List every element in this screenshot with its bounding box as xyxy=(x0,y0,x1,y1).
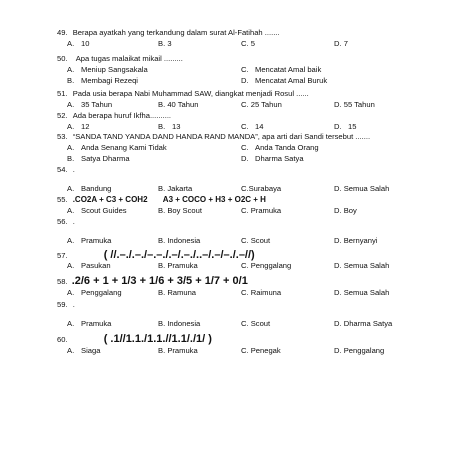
option-text: Membagi Rezeqi xyxy=(81,76,138,85)
option-letter: A. xyxy=(67,65,75,74)
option-letter: A. xyxy=(67,288,75,297)
question-58 xyxy=(57,276,248,287)
option-text: Pramuka xyxy=(250,206,282,215)
option-text: Penggalang xyxy=(81,288,122,297)
option-letter: D. xyxy=(334,261,342,270)
option-letter: D. xyxy=(334,319,342,328)
option-letter: A. xyxy=(67,206,75,215)
option-letter: B. xyxy=(158,100,166,109)
option-text: Jakarta xyxy=(167,184,193,193)
option-letter: D. xyxy=(334,206,342,215)
option-text: Pramuka xyxy=(81,319,112,328)
option-text: Boy Scout xyxy=(167,206,202,215)
option-text: Semua Salah xyxy=(343,288,390,297)
question-number: 60. xyxy=(57,335,68,344)
option-letter: B. xyxy=(67,76,75,85)
question-text: .2/6 + 1 + 1/3 + 1/6 + 3/5 + 1/7 + 0/1 xyxy=(71,275,248,287)
question-text: Berapa ayatkah yang terkandung dalam surat Al-Fatihah ....... xyxy=(72,28,280,37)
question-55 xyxy=(57,195,266,205)
question-50 xyxy=(57,54,183,64)
option-letter: C. xyxy=(241,184,249,193)
option-text: Pramuka xyxy=(167,346,198,355)
question-number: 49. xyxy=(57,28,68,37)
option-text: Surabaya xyxy=(248,184,282,193)
option-letter: C. xyxy=(241,206,249,215)
option-letter: C. xyxy=(241,319,249,328)
option-text: Pramuka xyxy=(81,236,112,245)
option-letter: B. xyxy=(158,319,166,328)
option-letter: A. xyxy=(67,143,75,152)
option-text: Anda Senang Kami Tidak xyxy=(81,143,167,152)
option-text: Satya Dharma xyxy=(81,154,130,163)
question-52 xyxy=(57,111,171,121)
question-number: 58. xyxy=(57,277,68,286)
option-letter: A. xyxy=(67,346,75,355)
option-letter: A. xyxy=(67,122,75,131)
option-text: Semua Salah xyxy=(343,261,390,270)
question-text: “SANDA TAND YANDA DAND HANDA RAND MANDA”, apa arti dari Sandi tersebut ....... xyxy=(72,132,371,141)
option-text: Pramuka xyxy=(167,261,198,270)
option-letter: B. xyxy=(158,206,166,215)
option-letter: D. xyxy=(334,122,342,131)
option-text: Scout Guides xyxy=(81,206,127,215)
option-letter: B. xyxy=(67,154,75,163)
option-text: Bandung xyxy=(81,184,112,193)
question-number: 50. xyxy=(57,54,68,63)
option-text: Siaga xyxy=(81,346,101,355)
option-text: 13 xyxy=(172,122,181,131)
question-text: Apa tugas malaikat mikail ......... xyxy=(75,54,183,63)
question-number: 55. xyxy=(57,195,68,204)
option-text: Dharma Satya xyxy=(343,319,393,328)
option-text: 25 Tahun xyxy=(250,100,282,109)
option-letter: C. xyxy=(241,122,249,131)
question-text: . xyxy=(72,217,75,226)
option-text: Boy xyxy=(343,206,357,215)
option-letter: A. xyxy=(67,236,75,245)
option-text: Mencatat Amal Buruk xyxy=(255,76,328,85)
option-text: Pasukan xyxy=(81,261,111,270)
option-text: Semua Salah xyxy=(343,184,390,193)
option-letter: B. xyxy=(158,346,166,355)
option-letter: D. xyxy=(241,154,249,163)
option-letter: C. xyxy=(241,346,249,355)
question-text: .CO2A + C3 + COH2 A3 + COCO + H3 + O2C + H xyxy=(72,195,266,204)
option-text: Penggalang xyxy=(343,346,385,355)
option-letter: B. xyxy=(158,236,166,245)
option-letter: D. xyxy=(241,76,249,85)
option-letter: C. xyxy=(241,39,249,48)
option-letter: B. xyxy=(158,39,166,48)
option-text: Dharma Satya xyxy=(255,154,304,163)
option-letter: C. xyxy=(241,143,249,152)
option-letter: B. xyxy=(158,184,166,193)
option-text: Penggalang xyxy=(250,261,292,270)
question-text: Ada berapa huruf Ikfha.......... xyxy=(72,111,172,120)
option-letter: D. xyxy=(334,346,342,355)
question-number: 57. xyxy=(57,251,68,260)
option-letter: B. xyxy=(158,288,166,297)
option-text: Penegak xyxy=(250,346,281,355)
option-letter: B. xyxy=(158,122,166,131)
option-text: 40 Tahun xyxy=(167,100,199,109)
option-letter: A. xyxy=(67,261,75,270)
question-text: . xyxy=(72,300,75,309)
question-number: 51. xyxy=(57,89,68,98)
option-letter: C. xyxy=(241,288,249,297)
option-text: Scout xyxy=(250,236,271,245)
option-text: Bernyanyi xyxy=(343,236,378,245)
option-letter: A. xyxy=(67,184,75,193)
question-number: 54. xyxy=(57,165,68,174)
option-text: 14 xyxy=(255,122,264,131)
option-letter: A. xyxy=(67,319,75,328)
option-letter: C. xyxy=(241,261,249,270)
option-letter: D. xyxy=(334,100,342,109)
option-text: 55 Tahun xyxy=(343,100,375,109)
option-text: 5 xyxy=(250,39,255,48)
question-number: 52. xyxy=(57,111,68,120)
question-51 xyxy=(57,89,309,99)
option-text: 7 xyxy=(343,39,348,48)
question-number: 59. xyxy=(57,300,68,309)
question-text: Pada usia berapa Nabi Muhammad SAW, diangkat menjadi Rosul ...... xyxy=(72,89,309,98)
question-53 xyxy=(57,132,370,142)
option-letter: C. xyxy=(241,100,249,109)
option-text: Meniup Sangsakala xyxy=(81,65,148,74)
option-letter: D. xyxy=(334,236,342,245)
option-letter: A. xyxy=(67,39,75,48)
option-text: Mencatat Amal baik xyxy=(255,65,322,74)
option-text: Anda Tanda Orang xyxy=(255,143,319,152)
option-text: 15 xyxy=(348,122,357,131)
option-text: 10 xyxy=(81,39,90,48)
option-text: Ramuna xyxy=(167,288,197,297)
option-letter: A. xyxy=(67,100,75,109)
option-text: Indonesia xyxy=(167,319,201,328)
question-49 xyxy=(57,28,280,38)
option-letter: D. xyxy=(334,184,342,193)
option-text: 35 Tahun xyxy=(81,100,113,109)
option-text: Scout xyxy=(250,319,271,328)
question-number: 56. xyxy=(57,217,68,226)
question-text: ( .1//1.1./1.1.//1.1/./1/ ) xyxy=(103,333,212,345)
option-letter: D. xyxy=(334,288,342,297)
option-text: 12 xyxy=(81,122,90,131)
option-text: Raimuna xyxy=(250,288,282,297)
option-letter: D. xyxy=(334,39,342,48)
question-54 xyxy=(57,165,75,175)
question-56 xyxy=(57,217,75,227)
question-60 xyxy=(57,334,212,345)
option-text: Indonesia xyxy=(167,236,201,245)
option-letter: C. xyxy=(241,65,249,74)
question-57 xyxy=(57,250,255,261)
question-number: 53. xyxy=(57,132,68,141)
question-59 xyxy=(57,300,75,310)
option-text: 3 xyxy=(167,39,172,48)
question-text: ( //.–./.–./–.–./.–/.–./..–/.–/–./.–//) xyxy=(103,249,255,261)
option-letter: B. xyxy=(158,261,166,270)
question-text: . xyxy=(72,165,75,174)
option-letter: C. xyxy=(241,236,249,245)
